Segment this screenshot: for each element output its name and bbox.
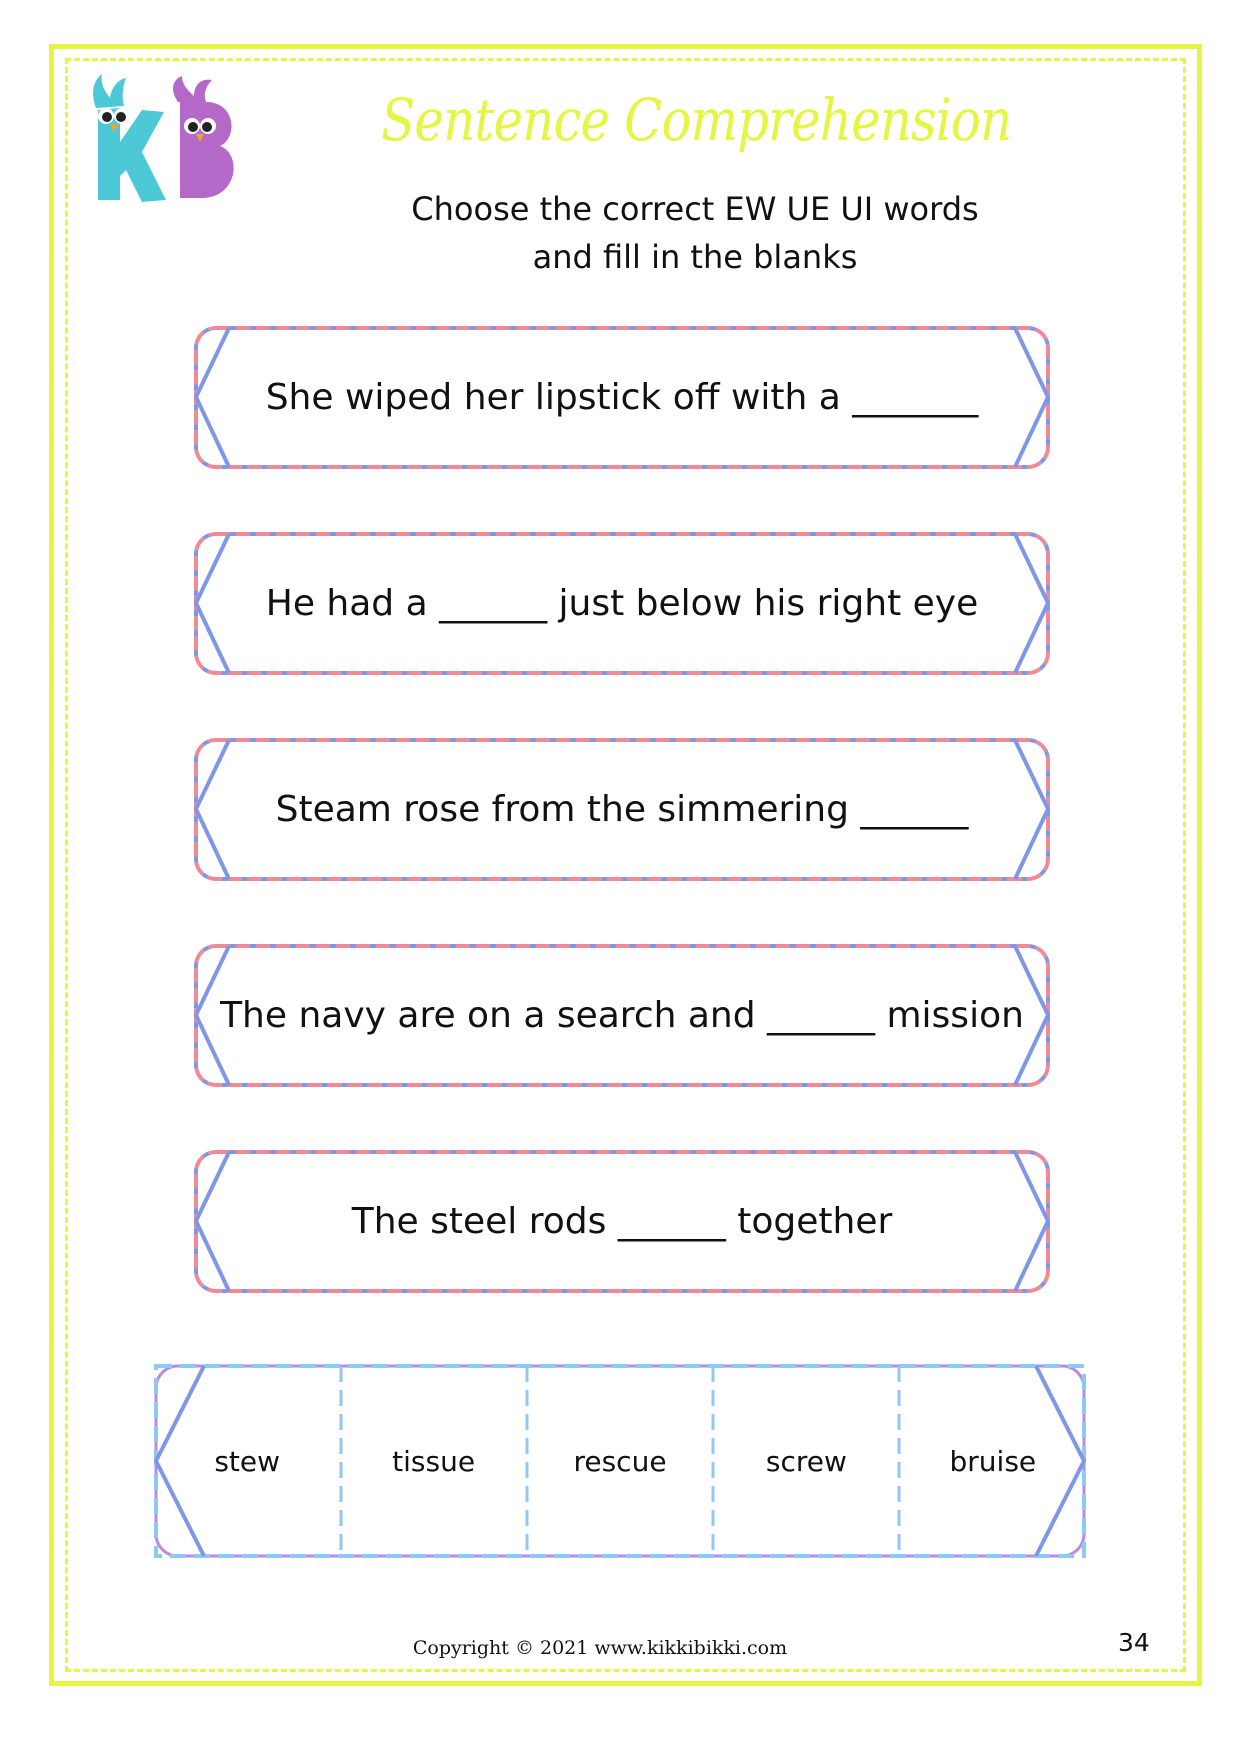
instructions xyxy=(330,185,1060,281)
sentence-box-1 xyxy=(193,325,1051,470)
instruction-line-2: and fill in the blanks xyxy=(532,238,858,276)
word-bank xyxy=(154,1364,1086,1558)
word-option-screw: screw xyxy=(765,1444,847,1478)
sentence-box-4 xyxy=(193,943,1051,1088)
copyright: Copyright © 2021 www.kikkibikki.com xyxy=(412,1637,788,1659)
sentence-box-5 xyxy=(193,1149,1051,1294)
sentence-box-2 xyxy=(193,531,1051,676)
word-bank-row xyxy=(154,1364,1086,1558)
kb-logo xyxy=(86,72,246,212)
sentence-4: The navy are on a search and ______ mission xyxy=(220,995,1024,1036)
sentence-5: The steel rods ______ together xyxy=(351,1201,893,1242)
word-option-tissue: tissue xyxy=(392,1444,476,1478)
word-option-stew: stew xyxy=(214,1444,281,1478)
page-number: 34 xyxy=(1118,1628,1150,1657)
word-option-rescue: rescue xyxy=(573,1444,667,1478)
logo-text: KB xyxy=(86,72,88,73)
sentence-3: Steam rose from the simmering ______ xyxy=(275,789,969,830)
sentence-1: She wiped her lipstick off with a _______ xyxy=(265,377,979,418)
sentence-box-3 xyxy=(193,737,1051,882)
word-option-bruise: bruise xyxy=(949,1444,1037,1478)
page-title: Sentence Comprehension xyxy=(381,86,1012,154)
sentence-2: He had a ______ just below his right eye xyxy=(265,583,979,624)
instruction-line-1: Choose the correct EW UE UI words xyxy=(411,190,979,228)
